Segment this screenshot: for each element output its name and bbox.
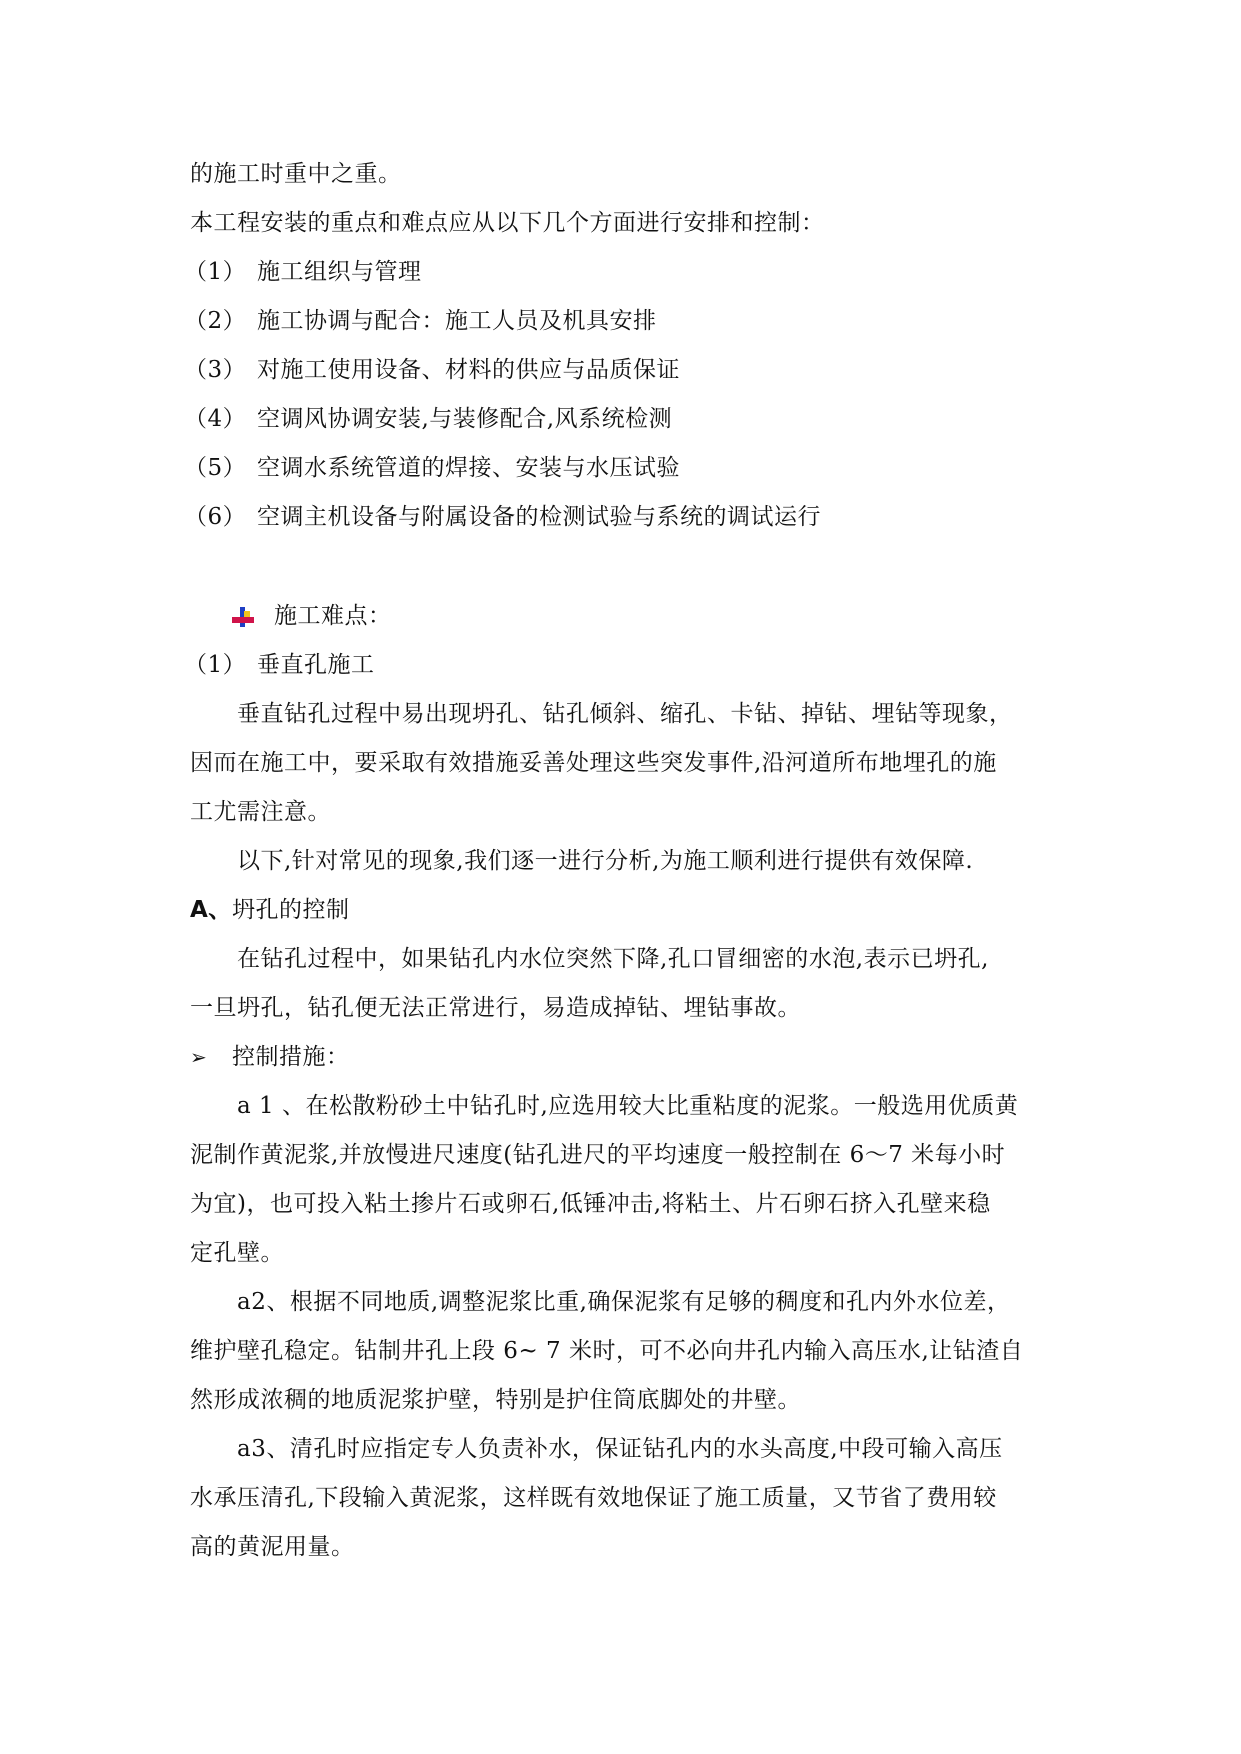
intro-line: 的施工时重中之重。 bbox=[190, 161, 402, 187]
section-a-heading: A、 坍孔的控制 bbox=[190, 897, 350, 923]
list-item: （4） 空调风协调安装,与装修配合,风系统检测 bbox=[184, 406, 673, 432]
difficulty-heading: 施工难点： bbox=[190, 592, 1060, 641]
paragraph-line: 在钻孔过程中，如果钻孔内水位突然下降,孔口冒细密的水泡,表示已坍孔, bbox=[237, 946, 989, 972]
paragraph-line: 因而在施工中，要采取有效措施妥善处理这些突发事件,沿河道所布地埋孔的施 bbox=[190, 750, 997, 776]
control-measures-heading: ➢ 控制措施： bbox=[190, 1033, 1060, 1082]
paragraph-line: 高的黄泥用量。 bbox=[190, 1534, 355, 1560]
paragraph-line: 水承压清孔,下段输入黄泥浆，这样既有效地保证了施工质量，又节省了费用较 bbox=[190, 1485, 997, 1511]
paragraph-line: 为宜)，也可投入粘土掺片石或卵石,低锤冲击,将粘土、片石卵石挤入孔壁来稳 bbox=[190, 1191, 991, 1217]
paragraph-line: 垂直钻孔过程中易出现坍孔、钻孔倾斜、缩孔、卡钻、掉钻、埋钻等现象， bbox=[237, 701, 1013, 727]
paragraph-line: 工尤需注意。 bbox=[190, 799, 331, 825]
list-item: （5） 空调水系统管道的焊接、安装与水压试验 bbox=[184, 455, 680, 481]
document-page bbox=[184, 150, 1060, 1572]
arrow-bullet-icon: ➢ bbox=[190, 1045, 208, 1069]
colored-cross-bullet-icon bbox=[232, 605, 254, 629]
paragraph-line: a3、清孔时应指定专人负责补水，保证钻孔内的水头高度,中段可输入高压 bbox=[237, 1436, 1003, 1462]
list-item: （2） 施工协调与配合：施工人员及机具安排 bbox=[184, 308, 657, 334]
list-item: （6） 空调主机设备与附属设备的检测试验与系统的调试运行 bbox=[184, 504, 821, 530]
paragraph-line: a 1 、在松散粉砂土中钻孔时,应选用较大比重粘度的泥浆。一般选用优质黄 bbox=[237, 1093, 1019, 1119]
blank-line bbox=[190, 542, 1060, 592]
paragraph-line: 维护壁孔稳定。钻制井孔上段 6~ 7 米时，可不必向井孔内输入高压水,让钻渣自 bbox=[190, 1338, 1024, 1364]
paragraph-line: 泥制作黄泥浆,并放慢进尺速度(钻孔进尺的平均速度一般控制在 6～7 米每小时 bbox=[190, 1142, 1006, 1168]
paragraph-line: 以下,针对常见的现象,我们逐一进行分析,为施工顺利进行提供有效保障. bbox=[237, 848, 974, 874]
paragraph-line: a2、根据不同地质,调整泥浆比重,确保泥浆有足够的稠度和孔内外水位差， bbox=[237, 1289, 1011, 1315]
paragraph-line: 定孔壁。 bbox=[190, 1240, 284, 1266]
list-item: （3） 对施工使用设备、材料的供应与品质保证 bbox=[184, 357, 680, 383]
paragraph-line: 然形成浓稠的地质泥浆护壁，特别是护住筒底脚处的井壁。 bbox=[190, 1387, 801, 1413]
key-points-intro: 本工程安装的重点和难点应从以下几个方面进行安排和控制： bbox=[190, 210, 825, 236]
paragraph-line: 一旦坍孔，钻孔便无法正常进行，易造成掉钻、埋钻事故。 bbox=[190, 995, 801, 1021]
vertical-hole-heading: （1） 垂直孔施工 bbox=[184, 652, 375, 678]
list-item: （1） 施工组织与管理 bbox=[184, 259, 422, 285]
